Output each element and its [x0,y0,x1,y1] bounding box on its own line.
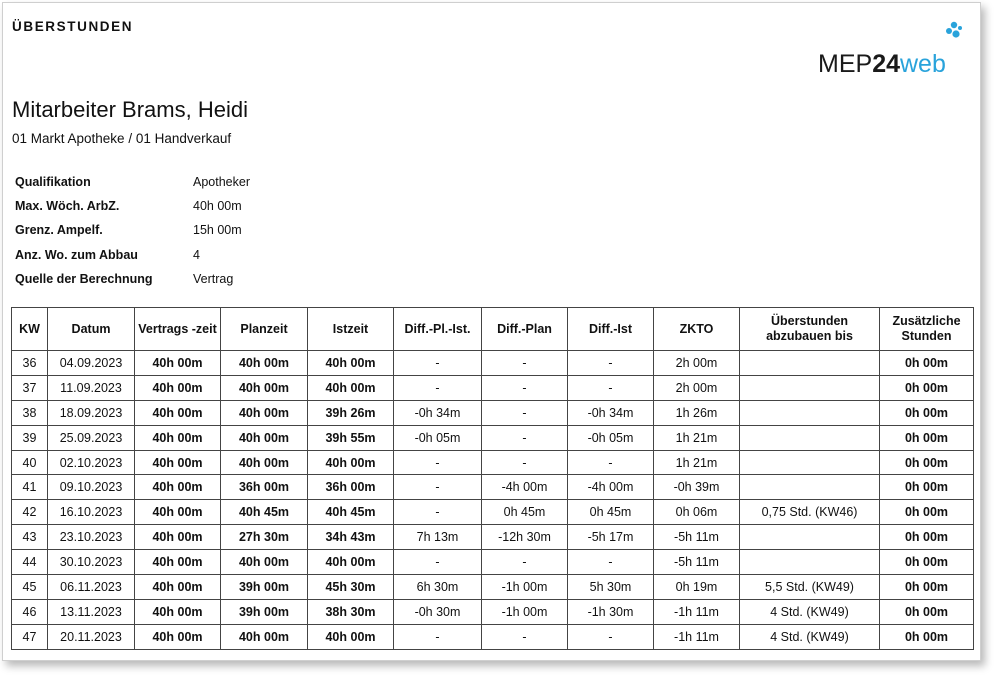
table-cell: 0h 00m [880,624,974,649]
table-cell: 40h 45m [308,500,394,525]
table-cell: 2h 00m [654,375,740,400]
table-cell: 40h 00m [135,550,221,575]
table-cell: 40h 00m [308,450,394,475]
table-cell: -5h 11m [654,550,740,575]
table-cell: 40h 00m [308,351,394,376]
table-cell: 23.10.2023 [48,525,135,550]
column-header: KW [12,308,48,351]
table-cell: 5,5 Std. (KW49) [740,575,880,600]
table-cell: 40h 00m [135,525,221,550]
table-cell: 27h 30m [221,525,308,550]
table-cell: -1h 11m [654,624,740,649]
table-cell: 6h 30m [394,575,482,600]
table-cell: 25.09.2023 [48,425,135,450]
table-cell: -1h 30m [568,599,654,624]
table-cell [740,425,880,450]
table-cell: 40h 00m [135,450,221,475]
overtime-table [11,307,974,650]
table-cell: 0h 00m [880,400,974,425]
table-cell: - [568,450,654,475]
table-row [12,525,974,550]
table-cell: 39h 00m [221,575,308,600]
table-cell [740,351,880,376]
column-header: ZKTO [654,308,740,351]
info-label: Grenz. Ampelf. [15,223,103,238]
table-cell: -5h 17m [568,525,654,550]
table-cell: - [568,550,654,575]
table-cell: 0h 00m [880,575,974,600]
table-cell: - [568,351,654,376]
document-title: ÜBERSTUNDEN [12,19,134,34]
table-cell: 5h 30m [568,575,654,600]
table-cell: 06.11.2023 [48,575,135,600]
table-cell: - [394,351,482,376]
table-cell: -1h 00m [482,599,568,624]
table-row [12,599,974,624]
table-cell: 40h 00m [221,550,308,575]
table-cell: - [482,425,568,450]
table-cell: -4h 00m [482,475,568,500]
table-cell: - [568,375,654,400]
table-cell: 09.10.2023 [48,475,135,500]
column-header: Zusätzliche Stunden [880,308,974,351]
table-cell: - [482,375,568,400]
table-cell [740,475,880,500]
table-cell: 30.10.2023 [48,550,135,575]
table-row [12,450,974,475]
table-cell: - [394,500,482,525]
table-cell: 0h 00m [880,450,974,475]
table-cell: - [394,375,482,400]
logo-web: web [900,50,946,78]
table-cell: 43 [12,525,48,550]
employee-info-table [15,170,250,291]
table-cell: 20.11.2023 [48,624,135,649]
table-cell: 45h 30m [308,575,394,600]
info-row [15,194,250,218]
info-row [15,170,250,194]
table-cell: 41 [12,475,48,500]
column-header: Diff.-Pl.-Ist. [394,308,482,351]
table-cell: - [568,624,654,649]
info-row [15,218,250,242]
table-cell: 13.11.2023 [48,599,135,624]
table-cell: -5h 11m [654,525,740,550]
table-cell: - [394,550,482,575]
info-value: 15h 00m [193,223,242,238]
table-cell: 0h 00m [880,599,974,624]
table-cell: 40h 00m [308,624,394,649]
table-cell: -0h 30m [394,599,482,624]
column-header: Diff.-Plan [482,308,568,351]
info-label: Qualifikation [15,175,91,190]
table-cell: -0h 39m [654,475,740,500]
info-label: Quelle der Berechnung [15,271,153,286]
table-cell: 40h 00m [135,575,221,600]
table-cell: 40h 00m [135,425,221,450]
table-cell: 39 [12,425,48,450]
table-cell: 1h 21m [654,450,740,475]
report-page [2,2,981,661]
logo-24: 24 [872,50,900,78]
table-cell: 39h 00m [221,599,308,624]
table-cell: 40h 00m [221,351,308,376]
table-cell: 02.10.2023 [48,450,135,475]
info-value: Apotheker [193,175,250,190]
table-cell: 1h 21m [654,425,740,450]
table-cell: 36h 00m [221,475,308,500]
table-cell: -1h 00m [482,575,568,600]
table-row [12,351,974,376]
table-cell: 40h 00m [221,425,308,450]
table-cell: 0h 00m [880,475,974,500]
table-cell: 40h 00m [135,475,221,500]
table-cell: - [394,475,482,500]
column-header: Vertrags -zeit [135,308,221,351]
table-cell: 18.09.2023 [48,400,135,425]
table-cell: 0h 00m [880,425,974,450]
table-cell: 42 [12,500,48,525]
table-cell: 40h 00m [221,375,308,400]
table-cell: 4 Std. (KW49) [740,599,880,624]
table-cell: 46 [12,599,48,624]
table-cell: - [394,450,482,475]
info-label: Max. Wöch. ArbZ. [15,199,120,214]
table-cell: -0h 34m [568,400,654,425]
table-cell: 40h 00m [135,599,221,624]
table-cell: 34h 43m [308,525,394,550]
table-row [12,550,974,575]
table-cell: 36 [12,351,48,376]
table-row [12,624,974,649]
column-header: Planzeit [221,308,308,351]
table-cell: - [482,400,568,425]
table-cell: 40h 00m [308,550,394,575]
table-cell: 0,75 Std. (KW46) [740,500,880,525]
info-row [15,267,250,291]
table-cell: -0h 05m [394,425,482,450]
table-row [12,575,974,600]
table-cell: 37 [12,375,48,400]
table-cell [740,525,880,550]
table-cell: -0h 34m [394,400,482,425]
table-cell: 40h 00m [135,500,221,525]
table-cell [740,400,880,425]
column-header: Diff.-Ist [568,308,654,351]
table-row [12,500,974,525]
mep24web-logo [818,21,973,81]
table-cell: 45 [12,575,48,600]
table-cell: 0h 00m [880,550,974,575]
table-cell: 0h 00m [880,351,974,376]
table-cell: 40h 45m [221,500,308,525]
table-cell: -1h 11m [654,599,740,624]
table-cell: 04.09.2023 [48,351,135,376]
table-cell: 0h 45m [482,500,568,525]
table-cell: 0h 45m [568,500,654,525]
table-cell: 2h 00m [654,351,740,376]
table-cell: 1h 26m [654,400,740,425]
table-cell: - [394,624,482,649]
info-value: 40h 00m [193,199,242,214]
table-cell: 0h 06m [654,500,740,525]
table-cell: 38h 30m [308,599,394,624]
column-header: Datum [48,308,135,351]
table-cell: - [482,624,568,649]
table-cell: 40 [12,450,48,475]
table-cell: 11.09.2023 [48,375,135,400]
table-cell [740,375,880,400]
table-cell: 40h 00m [221,400,308,425]
table-cell: 0h 00m [880,525,974,550]
table-cell: - [482,550,568,575]
table-cell: 47 [12,624,48,649]
table-row [12,400,974,425]
table-cell: 0h 00m [880,375,974,400]
column-header: Istzeit [308,308,394,351]
info-label: Anz. Wo. zum Abbau [15,247,138,262]
table-cell: 44 [12,550,48,575]
table-cell: - [482,450,568,475]
employee-department: 01 Markt Apotheke / 01 Handverkauf [12,131,232,146]
table-cell: 40h 00m [221,450,308,475]
column-header: Überstunden abzubauen bis [740,308,880,351]
info-value: Vertrag [193,271,234,286]
table-row [12,475,974,500]
logo-mep: MEP [818,50,873,78]
table-cell: 40h 00m [308,375,394,400]
table-row [12,425,974,450]
table-cell: 0h 19m [654,575,740,600]
table-cell: 38 [12,400,48,425]
table-cell: 39h 26m [308,400,394,425]
table-cell: -12h 30m [482,525,568,550]
table-header-row [12,308,974,351]
info-row [15,243,250,267]
table-cell: 7h 13m [394,525,482,550]
table-cell: 40h 00m [221,624,308,649]
table-cell: 39h 55m [308,425,394,450]
molecule-icon [943,21,963,41]
table-cell: 40h 00m [135,624,221,649]
table-cell: 36h 00m [308,475,394,500]
info-value: 4 [193,247,200,262]
table-cell: -0h 05m [568,425,654,450]
table-cell [740,550,880,575]
table-cell [740,450,880,475]
employee-name: Mitarbeiter Brams, Heidi [12,97,248,122]
table-cell: 4 Std. (KW49) [740,624,880,649]
table-cell: 40h 00m [135,400,221,425]
table-row [12,375,974,400]
table-cell: 0h 00m [880,500,974,525]
table-cell: 40h 00m [135,351,221,376]
table-cell: -4h 00m [568,475,654,500]
table-cell: - [482,351,568,376]
logo-wordmark [818,51,946,77]
table-cell: 16.10.2023 [48,500,135,525]
table-cell: 40h 00m [135,375,221,400]
